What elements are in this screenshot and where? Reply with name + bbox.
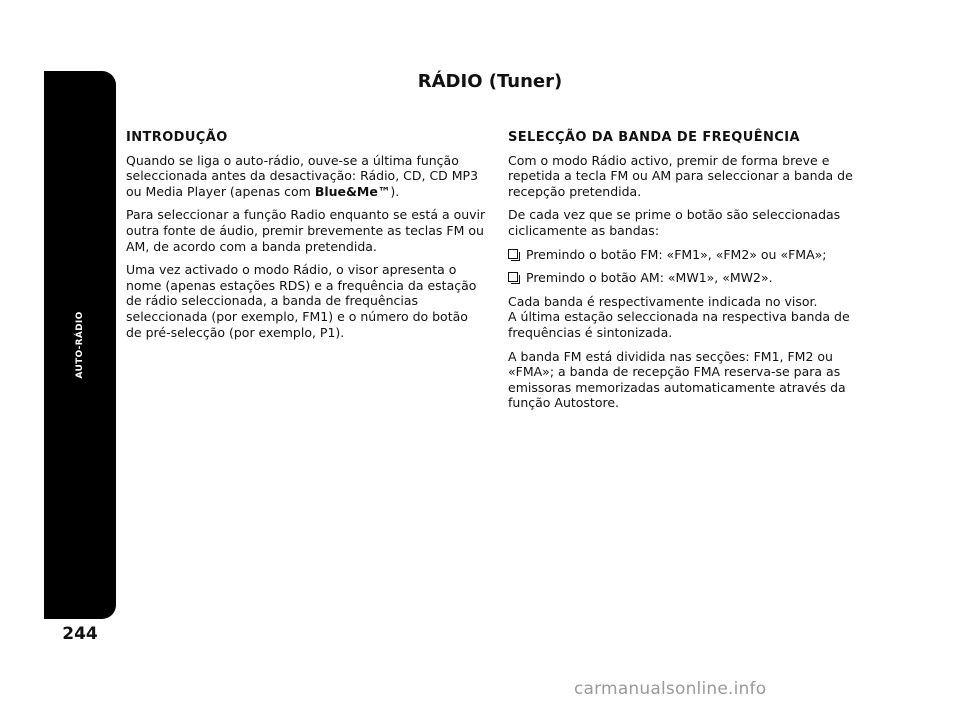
intro-heading: INTRODUÇÃO [126,130,228,145]
intro-paragraph-2: Para seleccionar a função Radio enquanto se está a ouvir outra fonte de áudio, premir brevemente as teclas FM ou AM, de acordo com a banda pretendida. [126,207,486,254]
intro-paragraph-3: Uma vez activado o modo Rádio, o visor apresenta o nome (apenas estações RDS) e a frequência da estação de rádio seleccionada, a banda de frequências seleccionada (por exemplo, FM1) e o número do botão de pré-selecção (por exemplo, P1). [126,262,477,340]
page-number: 244 [62,624,98,644]
band-paragraph-5: A banda FM está dividida nas secções: FM1, FM2 ou «FMA»; a banda de recepção FMA reserva-se para as emissoras memorizadas automaticamente através da função Autostore. [508,348,846,411]
watermark: carmanualsonline.info [574,679,767,699]
page-title: RÁDIO (Tuner) [417,71,563,92]
right-column [508,130,853,419]
bullet-item-fm [508,247,853,263]
left-column [126,130,486,348]
blueme-brand: Blue&Me™ [314,183,391,199]
intro-paragraph-1 [126,153,486,200]
band-selection-heading: SELECÇÃO DA BANDA DE FREQUÊNCIA [508,130,800,145]
section-label: AUTO-RÁDIO [75,311,85,379]
intro-paragraph-1-end: ). [390,183,400,199]
band-paragraph-4: A última estação seleccionada na respectiva banda de frequências é sintonizada. [508,309,850,340]
checkbox-bullet-icon [508,272,518,282]
bullet-item-am [508,270,853,286]
bullet-text-fm: Premindo o botão FM: «FM1», «FM2» ou «FMA»; [526,246,827,262]
band-paragraph-2: De cada vez que se prime o botão são seleccionadas ciclicamente as bandas: [508,207,841,238]
band-paragraph-3: Cada banda é respectivamente indicada no visor. [508,293,818,309]
checkbox-bullet-icon [508,249,518,259]
bullet-text-am: Premindo o botão AM: «MW1», «MW2». [526,270,773,286]
intro-paragraph-1-text: Quando se liga o auto-rádio, ouve-se a última função seleccionada antes da desactivação: Rádio, CD, CD MP3 ou Media Player (apenas com [126,152,479,199]
band-paragraph-1: Com o modo Rádio activo, premir de forma breve e repetida a tecla FM ou AM para seleccionar a banda de recepção pretendida. [508,152,853,199]
